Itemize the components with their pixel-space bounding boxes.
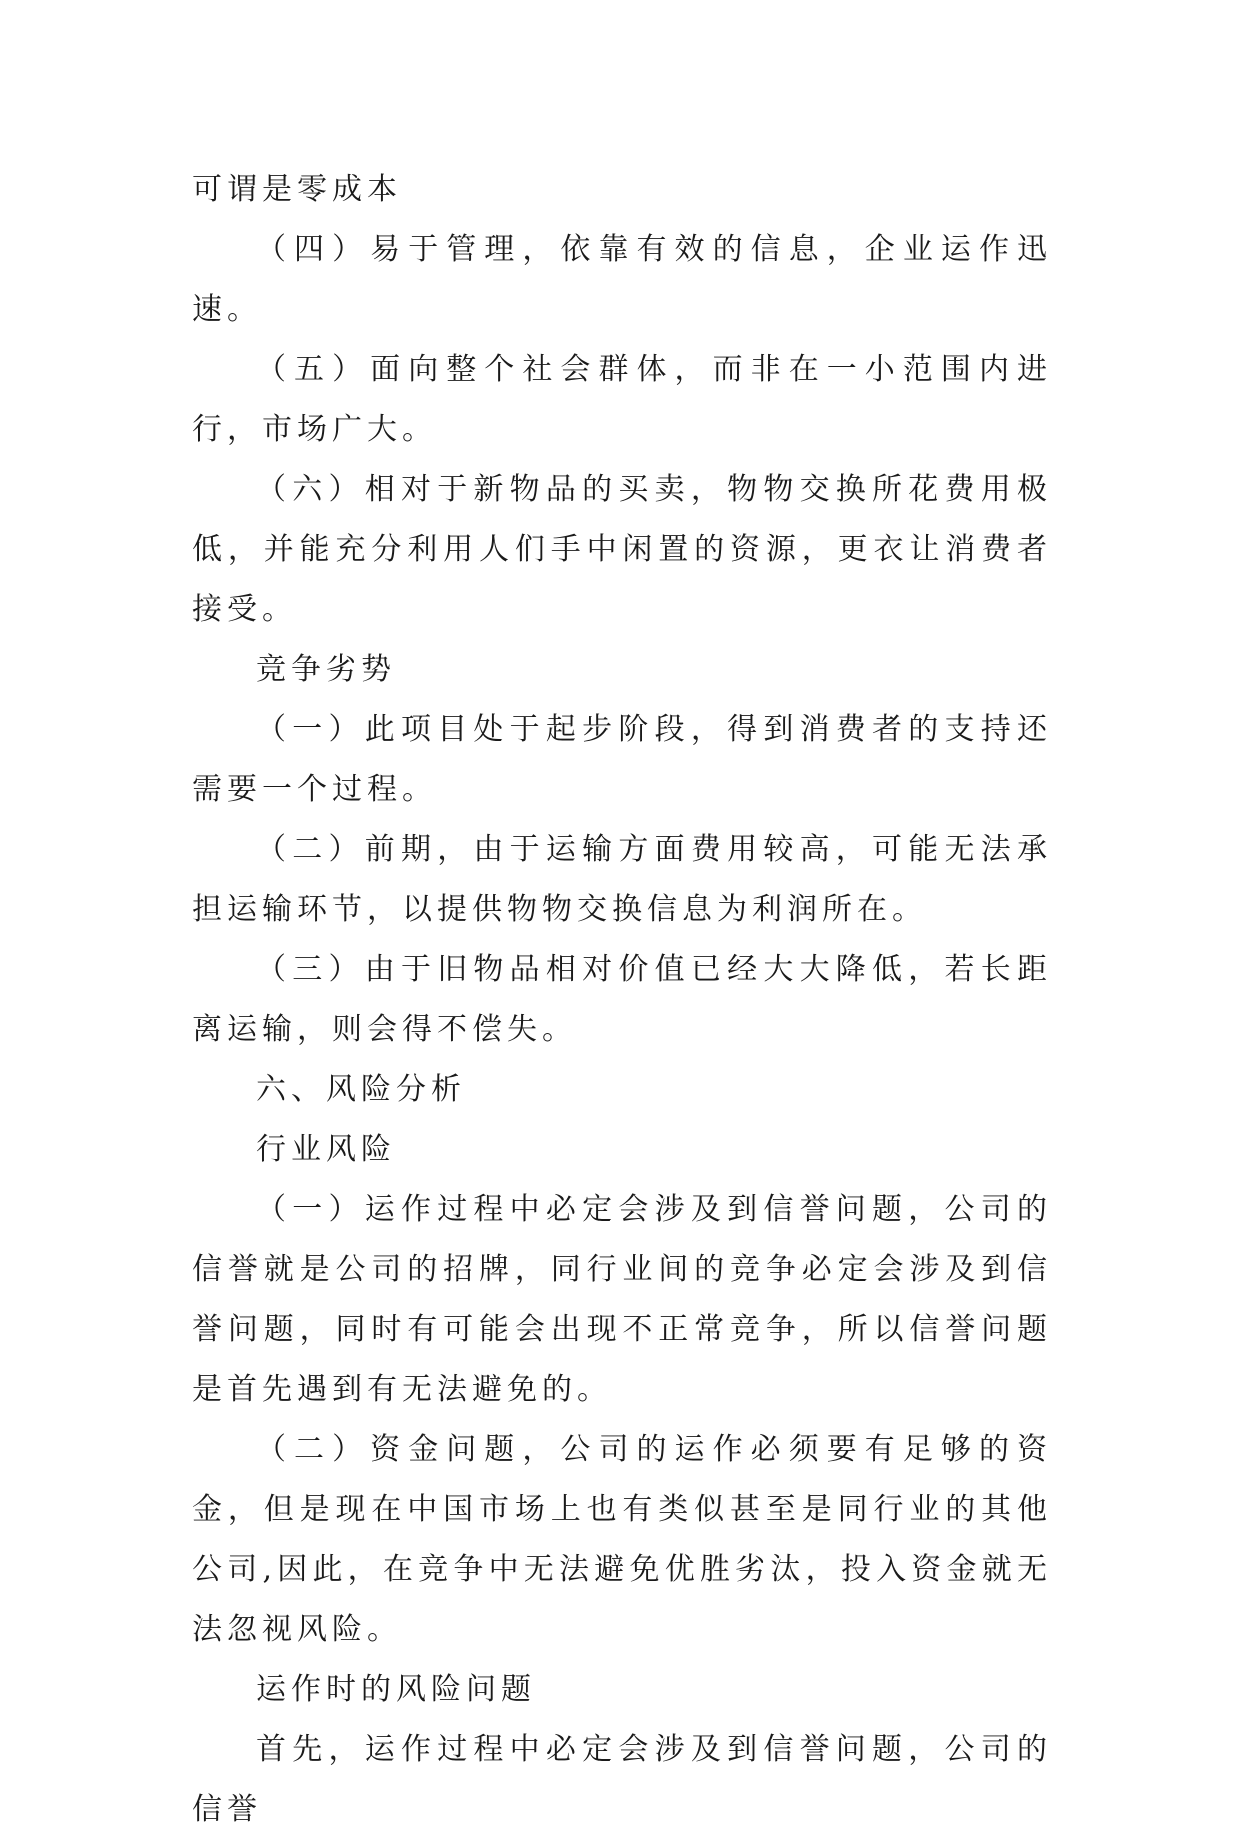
heading-risk-analysis: 六、风险分析 xyxy=(256,1072,466,1107)
paragraph-disadvantage-2: （二）前期，由于运输方面费用较高，可能无法承担运输环节，以提供物物交换信息为利润所在。 xyxy=(192,832,1052,927)
paragraph-continuation: 可谓是零成本 xyxy=(192,172,402,207)
heading-operational-risk: 运作时的风险问题 xyxy=(256,1672,536,1707)
paragraph-advantage-4: （四）易于管理，依靠有效的信息，企业运作迅速。 xyxy=(192,232,1052,327)
heading-competitive-disadvantages: 竞争劣势 xyxy=(256,652,396,687)
paragraph-disadvantage-3: （三）由于旧物品相对价值已经大大降低，若长距离运输，则会得不偿失。 xyxy=(192,952,1052,1047)
paragraph-disadvantage-1: （一）此项目处于起步阶段，得到消费者的支持还需要一个过程。 xyxy=(192,712,1052,807)
paragraph-industry-risk-2: （二）资金问题，公司的运作必须要有足够的资金，但是现在中国市场上也有类似甚至是同行业的其他公司,因此，在竞争中无法避免优胜劣汰，投入资金就无法忽视风险。 xyxy=(192,1432,1052,1647)
paragraph-operational-risk-1: 首先，运作过程中必定会涉及到信誉问题，公司的信誉 xyxy=(192,1732,1052,1827)
paragraph-advantage-5: （五）面向整个社会群体，而非在一小范围内进行，市场广大。 xyxy=(192,352,1052,447)
document-body xyxy=(192,160,1052,1840)
paragraph-advantage-6: （六）相对于新物品的买卖，物物交换所花费用极低，并能充分利用人们手中闲置的资源，更衣让消费者接受。 xyxy=(192,472,1052,627)
paragraph-industry-risk-1: （一）运作过程中必定会涉及到信誉问题，公司的信誉就是公司的招牌，同行业间的竞争必定会涉及到信誉问题，同时有可能会出现不正常竞争，所以信誉问题是首先遇到有无法避免的。 xyxy=(192,1192,1052,1407)
heading-industry-risk: 行业风险 xyxy=(256,1132,396,1167)
